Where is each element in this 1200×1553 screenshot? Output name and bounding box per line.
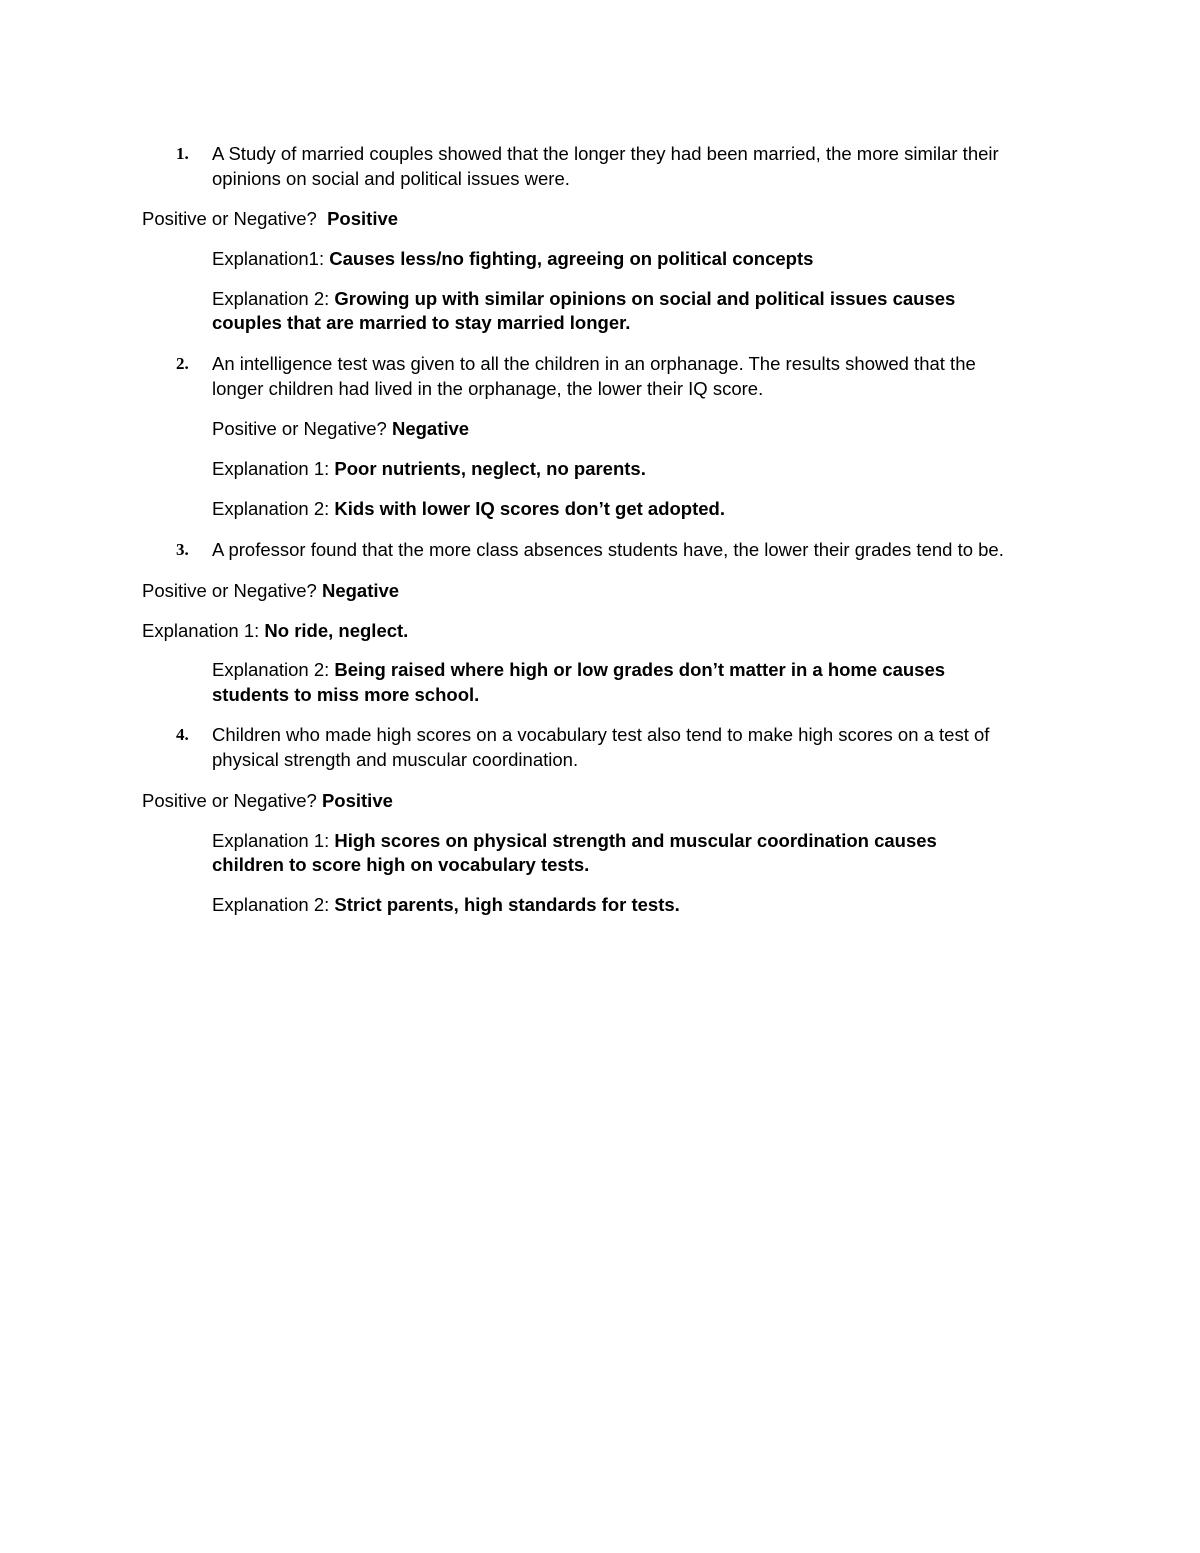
explanation-label: Explanation 1: (142, 620, 260, 641)
answer-line (212, 417, 469, 441)
explanation-line (212, 247, 813, 271)
explanation-label: Explanation 1: (212, 458, 330, 479)
explanation-line (142, 619, 408, 643)
item-statement-line: opinions on social and political issues were. (212, 168, 570, 189)
pn-label: Positive or Negative? (142, 208, 317, 229)
explanation-line (212, 893, 680, 917)
item-statement-line: longer children had lived in the orphanage, the lower their IQ score. (212, 378, 764, 399)
answer-line (142, 207, 398, 231)
pn-answer: Positive (321, 790, 393, 811)
explanation-answer: Kids with lower IQ scores don’t get adopted. (334, 498, 726, 519)
explanation-answer: Growing up with similar opinions on social and political issues causes (334, 288, 956, 309)
item-statement-line: Children who made high scores on a vocabulary test also tend to make high scores on a test of (212, 724, 990, 745)
explanation-answer-cont: children to score high on vocabulary tests. (212, 854, 590, 875)
item-number: 2. (176, 354, 189, 373)
explanation-line (212, 457, 646, 481)
explanation-label: Explanation 2: (212, 659, 330, 680)
explanation-answer: Causes less/no fighting, agreeing on political concepts (329, 248, 814, 269)
answer-line (142, 579, 399, 603)
explanation-answer: Poor nutrients, neglect, no parents. (334, 458, 646, 479)
pn-label: Positive or Negative? (142, 790, 317, 811)
item-number: 4. (176, 725, 189, 744)
item-number: 3. (176, 540, 189, 559)
answer-line (142, 789, 393, 813)
pn-answer: Negative (391, 418, 470, 439)
explanation-line (212, 287, 955, 311)
item-statement-line: A Study of married couples showed that the longer they had been married, the more similar their (212, 143, 999, 164)
pn-label: Positive or Negative? (212, 418, 387, 439)
item-statement-line: physical strength and muscular coordination. (212, 749, 579, 770)
explanation-label: Explanation 2: (212, 894, 330, 915)
explanation-answer-cont: couples that are married to stay married longer. (212, 312, 631, 333)
item-statement-line: An intelligence test was given to all the children in an orphanage. The results showed that the (212, 353, 976, 374)
explanation-answer: No ride, neglect. (264, 620, 409, 641)
item-number: 1. (176, 144, 189, 163)
explanation-label: Explanation1: (212, 248, 325, 269)
explanation-label: Explanation 2: (212, 498, 330, 519)
explanation-line (212, 497, 725, 521)
pn-answer: Negative (321, 580, 400, 601)
explanation-line (212, 658, 945, 682)
explanation-answer: High scores on physical strength and muscular coordination causes (334, 830, 937, 851)
pn-label: Positive or Negative? (142, 580, 317, 601)
item-statement-line: A professor found that the more class absences students have, the lower their grades tend to be. (212, 539, 1004, 560)
explanation-answer: Strict parents, high standards for tests. (334, 894, 680, 915)
explanation-answer: Being raised where high or low grades don’t matter in a home causes (334, 659, 946, 680)
explanation-line (212, 829, 937, 853)
explanation-label: Explanation 2: (212, 288, 330, 309)
explanation-answer-cont: students to miss more school. (212, 684, 480, 705)
pn-answer: Positive (327, 208, 399, 229)
explanation-label: Explanation 1: (212, 830, 330, 851)
